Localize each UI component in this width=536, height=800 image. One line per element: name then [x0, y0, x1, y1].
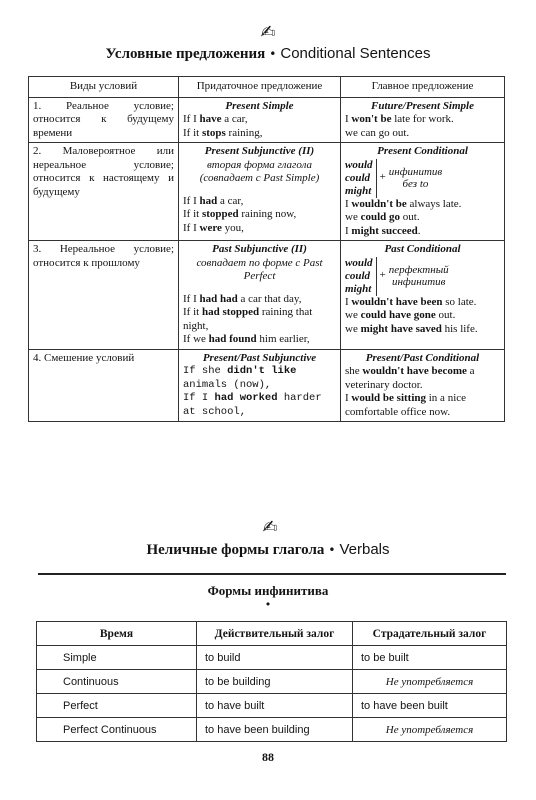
- tense-note: вторая форма глагола: [207, 158, 312, 171]
- example-line: she wouldn't have become a veterinary doctor.: [345, 365, 475, 391]
- tense-name: Present/Past Subjunctive: [202, 351, 317, 364]
- tense-name: Present Subjunctive (II): [204, 145, 315, 157]
- tense-note: (совпадает с Past Simple): [199, 172, 320, 184]
- modal-formula: would could might + инфинитив без to: [345, 158, 443, 197]
- table-header-row: [29, 77, 505, 98]
- modal-verbs: would could might: [345, 159, 377, 198]
- example-line: I might succeed.: [345, 224, 421, 237]
- subordinate-clause-cell: [179, 143, 341, 241]
- example-line: If it had stopped raining that night,: [183, 306, 313, 332]
- header-active-voice: Действительный залог: [197, 622, 353, 646]
- tense-name: Past Conditional: [384, 243, 461, 255]
- table-row: [29, 97, 505, 143]
- table-row: [37, 646, 507, 670]
- example-line: I wouldn't be always late.: [345, 197, 462, 210]
- modal-verbs: would could might: [345, 257, 377, 296]
- main-clause-cell: [341, 97, 505, 143]
- tense-name: Future/Present Simple: [371, 99, 474, 112]
- infinitive-forms-table: [36, 621, 507, 742]
- table-row: [37, 670, 507, 694]
- example-line: If I have a car,: [183, 113, 248, 125]
- tense-name: Present Simple: [225, 99, 294, 112]
- tense-note: совпадает по форме с Past Perfect: [196, 256, 323, 282]
- subordinate-clause-cell: [179, 241, 341, 350]
- table-header-row: [37, 622, 507, 646]
- formula-note: перфектный инфинитив: [388, 264, 449, 288]
- page-number: 88: [262, 750, 274, 764]
- modal-formula: would could might + перфектный инфинитив: [345, 256, 449, 295]
- subordinate-clause-cell: [179, 97, 341, 143]
- section-title-verbals: Неличные формы глагола • Verbals: [146, 541, 390, 558]
- example-line: If I had worked harder at school,: [183, 392, 322, 418]
- example-line: I would be sitting in a nice comfortable office now.: [345, 392, 467, 418]
- example-line: If I had had a car that day,: [183, 292, 302, 305]
- passive-form-cell: to have been built: [353, 694, 507, 718]
- passive-form-cell: to be built: [353, 646, 507, 670]
- example-line: we could have gone out.: [345, 309, 456, 321]
- header-main-clause: Главное предложение: [341, 77, 505, 98]
- condition-type: 2. Маловероятное или нереальное условие; относится к настоящему и будущему: [29, 143, 179, 241]
- formula-note: инфинитив без to: [388, 166, 443, 190]
- example-line: If it stops raining,: [183, 126, 263, 139]
- bullet: •: [264, 598, 272, 611]
- header-subordinate-clause: Придаточное предложение: [179, 77, 341, 98]
- conditional-sentences-table: [28, 76, 505, 422]
- active-form-cell: to be building: [197, 670, 353, 694]
- example-line: If it stopped raining now,: [183, 208, 297, 220]
- example-line: I wouldn't have been so late.: [345, 295, 477, 308]
- tense-cell: Continuous: [37, 670, 197, 694]
- passive-form-cell: Не употребляется: [353, 718, 507, 742]
- writing-hand-icon: ✍: [262, 517, 278, 538]
- tense-cell: Perfect: [37, 694, 197, 718]
- example-line: we can go out.: [345, 126, 410, 139]
- tense-name: Past Subjunctive (II): [212, 243, 307, 255]
- condition-type: 3. Нереальное условие; относится к прошлому: [29, 241, 179, 350]
- passive-form-cell: Не употребляется: [353, 670, 507, 694]
- table-row: [37, 694, 507, 718]
- main-clause-cell: [341, 349, 505, 422]
- example-line: If we had found him earlier,: [183, 333, 310, 345]
- tense-name: Present/Past Conditional: [365, 351, 480, 364]
- infinitive-forms-title: Формы инфинитива: [207, 583, 329, 598]
- condition-type: 4. Смешение условий: [29, 349, 179, 422]
- example-line: If I had a car,: [183, 194, 244, 207]
- table-row: [29, 241, 505, 350]
- subordinate-clause-cell: [179, 349, 341, 422]
- example-line: If I were you,: [183, 221, 244, 234]
- writing-hand-icon: ✍: [260, 22, 276, 43]
- tense-name: Present Conditional: [377, 145, 468, 157]
- tense-cell: Simple: [37, 646, 197, 670]
- table-row: [37, 718, 507, 742]
- tense-cell: Perfect Continuous: [37, 718, 197, 742]
- header-passive-voice: Страдательный залог: [353, 622, 507, 646]
- header-tense: Время: [37, 622, 197, 646]
- section-title-conditionals: Условные предложения • Conditional Sentences: [105, 45, 431, 62]
- example-line: If she didn't like animals (now),: [183, 365, 297, 391]
- active-form-cell: to have been building: [197, 718, 353, 742]
- main-clause-cell: [341, 143, 505, 241]
- condition-type: 1. Реальное условие; относится к будущему времени: [29, 97, 179, 143]
- section-divider: [38, 573, 506, 575]
- header-condition-type: Виды условий: [29, 77, 179, 98]
- example-line: we could go out.: [345, 211, 420, 223]
- example-line: I won't be late for work.: [345, 113, 454, 125]
- active-form-cell: to have built: [197, 694, 353, 718]
- example-line: we might have saved his life.: [345, 322, 478, 335]
- active-form-cell: to build: [197, 646, 353, 670]
- table-row: [29, 349, 505, 422]
- table-row: [29, 143, 505, 241]
- main-clause-cell: [341, 241, 505, 350]
